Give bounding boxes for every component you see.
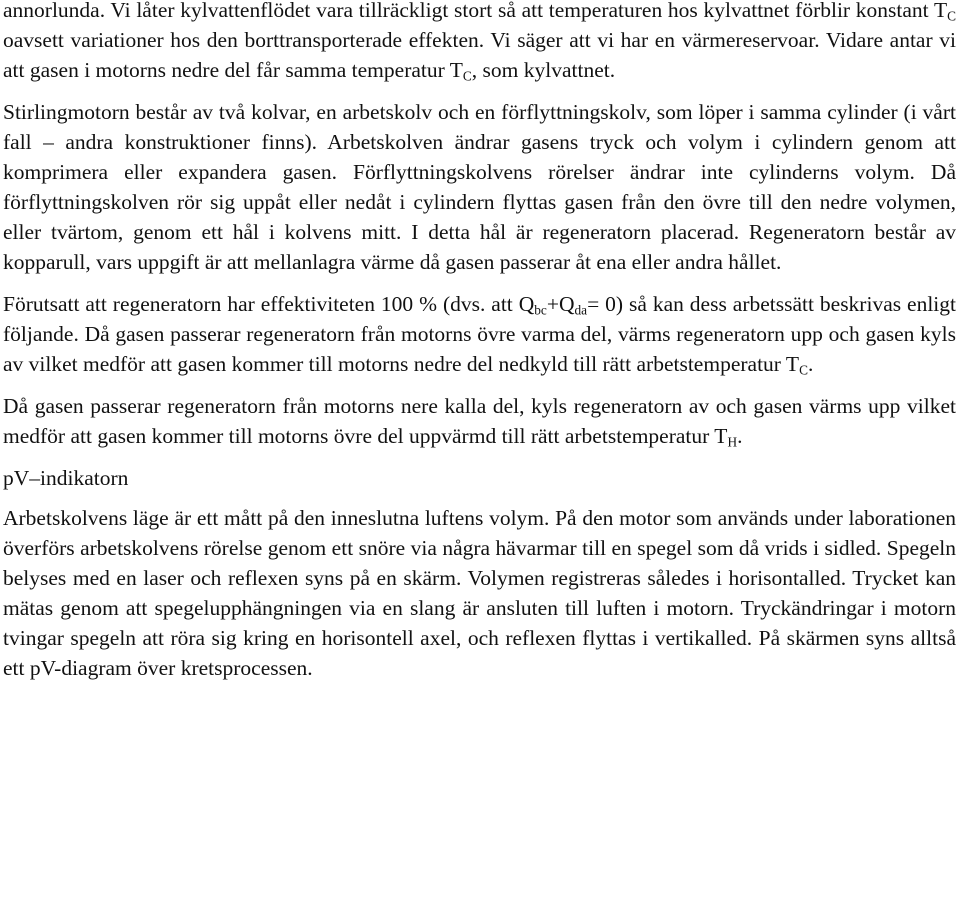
subscript: bc xyxy=(534,302,547,318)
text-run: . xyxy=(737,424,743,448)
paragraph-regenerator-hot-to-cold xyxy=(3,289,956,379)
text-run: Stirlingmotorn består av två kolvar, en arbetskolv och en förflyttningskolv, som löper i samma cylinder (i vårt fall – andra konstruktioner finns). Arbetskolven ändrar gasens tryck och volym i cylindern genom att komprimera eller expandera gasen. Förflyttningskolvens rörelser ändrar inte cylinderns volym. Då förflyttningskolven rör sig uppåt eller nedåt i cylindern flyttas gasen från den övre till den nedre volymen, eller tvärtom, genom ett hål i kolvens mitt. I detta hål är regeneratorn placerad. Regeneratorn består av kopparull, vars uppgift är att mellanlagra värme då gasen passerar åt ena eller andra hållet. xyxy=(3,100,956,274)
text-run: . xyxy=(807,352,814,376)
subscript: da xyxy=(574,302,588,318)
text-run: Då gasen passerar regeneratorn från motorns nere kalla del, kyls regeneratorn av och gasen värms upp vilket medför att gasen kommer till motorns övre del uppvärmd till rätt arbetstemperatur T xyxy=(3,394,956,448)
text-run: , som kylvattnet. xyxy=(471,58,616,82)
section-heading-pv-indicator xyxy=(3,463,956,493)
text-run: oavsett variationer hos den borttransporterade effekten. Vi säger att vi har en värmereservoar. Vidare antar vi att gasen i motorns nedre del får samma temperatur T xyxy=(3,28,956,82)
paragraph-cooling-reservoir xyxy=(3,0,956,85)
paragraph-stirling-pistons xyxy=(3,97,956,277)
subscript: C xyxy=(799,362,808,378)
paragraph-regenerator-cold-to-hot xyxy=(3,391,956,451)
text-run: pV–indikatorn xyxy=(3,466,129,490)
subscript: H xyxy=(727,434,738,450)
text-run: annorlunda. Vi låter kylvattenflödet vara tillräckligt stort så att temperaturen hos kylvattnet förblir konstant T xyxy=(3,0,948,22)
text-run: = 0) så kan dess arbetssätt beskrivas enligt följande. Då gasen passerar regeneratorn från motorns övre varma del, värms regeneratorn upp och gasen kyls av vilket medför att gasen kommer till motorns nedre del nedkyld till rätt arbetstemperatur T xyxy=(3,292,956,376)
text-run: Förutsatt att regeneratorn har effektiviteten 100 % (dvs. att Q xyxy=(3,292,535,316)
text-run: Arbetskolvens läge är ett mått på den inneslutna luftens volym. På den motor som används under laborationen överförs arbetskolvens rörelse genom ett snöre via några hävarmar till en spegel som då vrids i sidled. Spegeln belyses med en laser och reflexen syns på en skärm. Volymen registreras således i horisontalled. Trycket kan mätas genom att spegelupphängningen via en slang är ansluten till luften i motorn. Tryckändringar i motorn tvingar spegeln att röra sig kring en horisontell axel, och reflexen flyttas i vertikalled. På skärmen syns alltså ett pV-diagram över kretsprocessen. xyxy=(3,506,956,680)
paragraph-pv-indicator xyxy=(3,503,956,683)
subscript: C xyxy=(462,68,472,84)
subscript: C xyxy=(947,8,956,24)
text-run: +Q xyxy=(546,292,575,316)
